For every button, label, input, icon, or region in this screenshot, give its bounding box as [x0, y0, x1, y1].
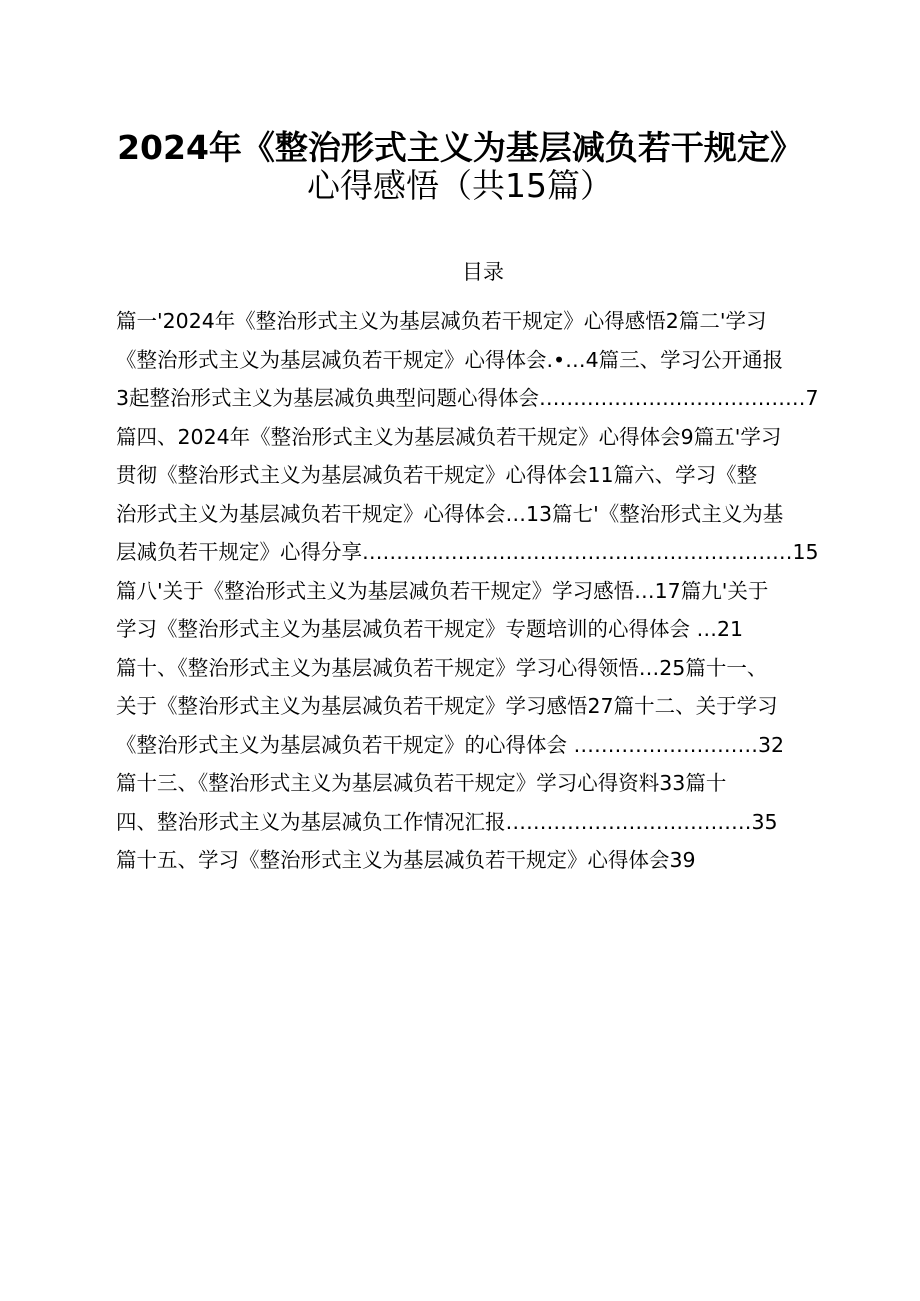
toc-line: 治形式主义为基层减负若干规定》心得体会…13篇七'《整治形式主义为基 [116, 501, 784, 526]
toc-line: 贯彻《整治形式主义为基层减负若干规定》心得体会11篇六、学习《整 [116, 463, 758, 487]
toc-line: 层减负若干规定》心得分享………………………………………………………15 [116, 540, 819, 564]
toc-line: 篇一'2024年《整治形式主义为基层减负若干规定》心得感悟2篇二'学习 [116, 309, 767, 333]
toc-line: 《整治形式主义为基层减负若干规定》心得体会.•…4篇三、学习公开通报 [116, 347, 784, 372]
toc-line: 四、整治形式主义为基层减负工作情况汇报………………………………35 [116, 809, 778, 834]
toc-line: 篇十五、学习《整治形式主义为基层减负若干规定》心得体会39 [116, 848, 696, 872]
toc-line: 篇十、《整治形式主义为基层减负若干规定》学习心得领悟…25篇十一、 [116, 655, 768, 680]
toc-line: 篇十三、《整治形式主义为基层减负若干规定》学习心得资料33篇十 [116, 771, 727, 795]
toc-line: 篇四、2024年《整治形式主义为基层减负若干规定》心得体会9篇五'学习 [116, 424, 782, 449]
toc-line: 学习《整治形式主义为基层减负若干规定》专题培训的心得体会 …21 [116, 617, 744, 641]
toc-line: 篇八'关于《整治形式主义为基层减负若干规定》学习感悟…17篇九'关于 [116, 578, 769, 603]
table-of-contents [116, 302, 856, 880]
document-title-line-2: 心得感悟（共15篇） [307, 166, 613, 205]
toc-line: 关于《整治形式主义为基层减负若干规定》学习感悟27篇十二、关于学习 [116, 694, 778, 718]
table-of-contents-heading: 目录 [462, 260, 504, 284]
document-title-line-1: 2024年《整治形式主义为基层减负若干规定》 [117, 128, 803, 167]
toc-line: 《整治形式主义为基层减负若干规定》的心得体会 ………………………32 [116, 732, 785, 757]
toc-line: 3起整治形式主义为基层减负典型问题心得体会…………………………………7 [116, 386, 819, 410]
